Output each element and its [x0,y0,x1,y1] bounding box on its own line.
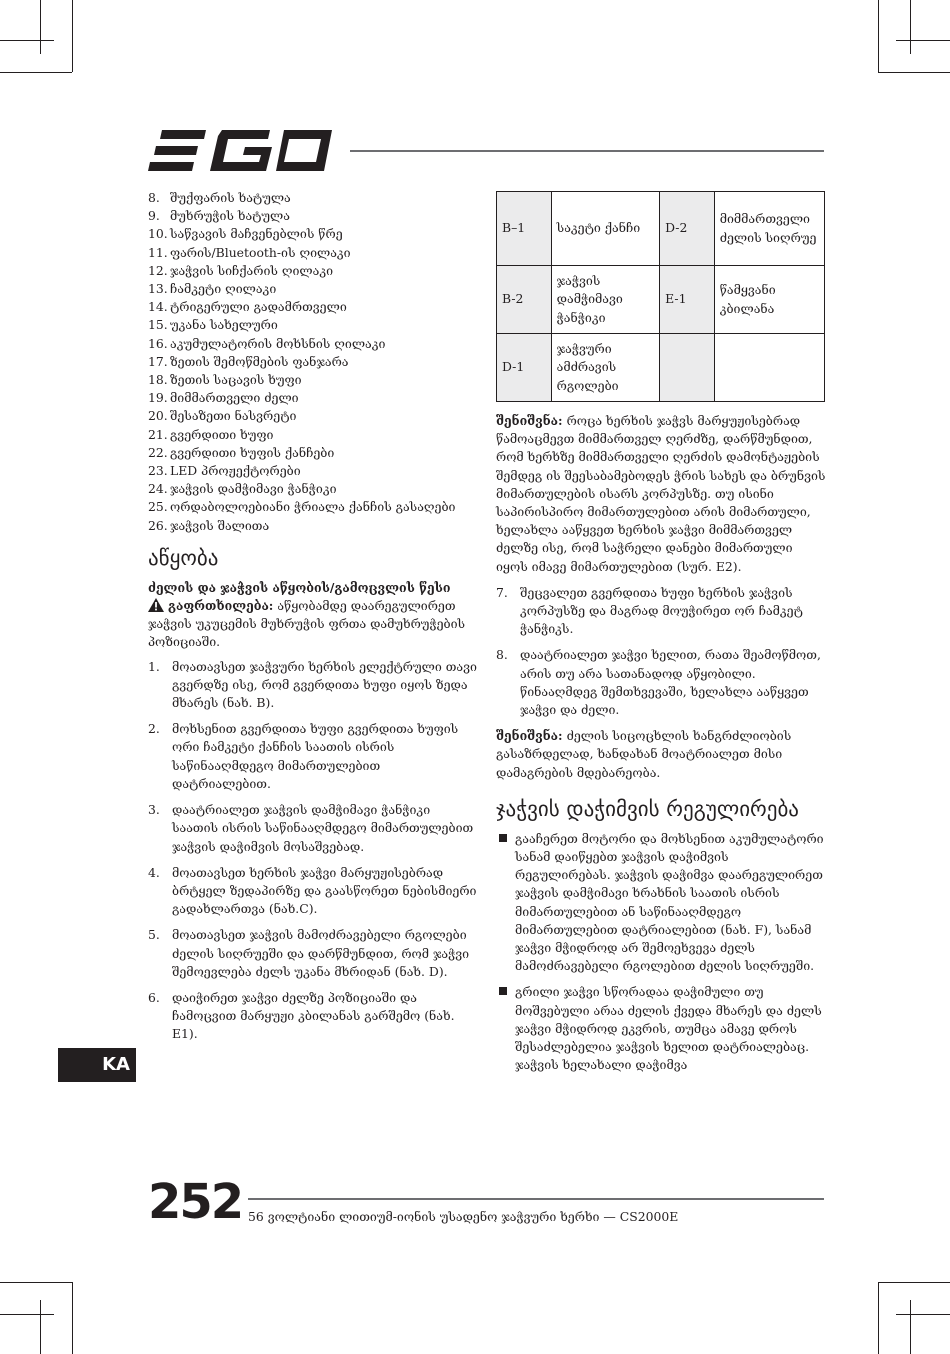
item-number: 19. [148,390,168,406]
item-number: 8. [148,190,160,205]
tension-bullets [496,830,826,1075]
table-row [497,192,825,266]
footer-title: 56 ვოლტიანი ლითიუმ-იონის უსადენო ჯაჭვური ხერხი — CS2000E [248,1209,679,1224]
item-text: შუქფარის ხატულა [170,190,291,205]
item-number: 25. [148,499,168,515]
table-cell-code: D-1 [497,334,552,402]
table-cell-name: ჯაჭვური ამძრავის რგოლები [551,334,659,402]
list-item [148,801,478,856]
parts-list [148,189,478,535]
item-text: შესაზეთი ნასვრეტი [170,408,297,424]
step-number: 3. [148,802,160,818]
list-item [148,444,478,462]
bullet-text: გრილი ჯაჭვი სწორადაა დაჭიმული თუ მოშვებული არაა ძელის ქვედა მხარეს და ძელს ჯაჭვი მჭიდროდ ეკვრის, თუმცა ამავე დროს შესაძლებელია ჯაჭვის ხელით დატრიალებაც. ჯაჭვის ხელახალი დაჭიმვა [515,984,822,1073]
step-text: შეცვალეთ გვერდითა ხუფი ხერხის ჯაჭვის კორპუსზე და მაგრად მოუჭირეთ ორ ჩამკეტ ჭანჭიკს. [520,584,803,637]
item-text: მუხრუჭის ხატულა [170,208,290,224]
table-cell-name: წამყვანი კბილანა [714,266,824,334]
list-item [148,262,478,280]
assembly-heading: აწყობა [148,545,219,570]
step-number: 2. [148,721,160,737]
list-item [148,480,478,498]
list-item [148,864,478,919]
table-cell-code: E-1 [660,266,715,334]
step-text: მოხსენით გვერდითა ხუფი გვერდითა ხუფის ორი ჩამკეტი ქანჩის საათის ისრის საწინააღმდეგო მიმართულებით დატრიალებით. [172,721,459,791]
note-paragraph [496,727,826,782]
header-rule [350,150,824,152]
step-text: დაატრიალეთ ჯაჭვის დამჭიმავი ჭანჭიკი საათის ისრის საწინააღმდეგო მიმართულებით ჯაჭვის დაჭიმვის მოსაშვებად. [172,802,474,854]
note-label: შენიშვნა: [496,413,563,428]
note-paragraph [496,412,826,576]
list-item [148,407,478,425]
step-number: 8. [496,647,508,663]
right-column [496,191,826,1083]
list-item [148,926,478,981]
step-number: 5. [148,927,160,943]
crop-mark [878,1282,950,1283]
table-cell-code: B–1 [497,192,552,266]
item-number: 23. [148,463,168,479]
item-text: ჯაჭვის სიჩქარის ღილაკი [170,262,334,278]
step-text: დაიჭირეთ ჯაჭვი ძელზე პოზიციაში და ჩამოცვით მარყუჟი კბილანას გარშემო (ნახ. E1). [172,989,455,1042]
item-number: 17. [148,353,168,369]
left-column [148,189,478,1052]
ego-logo-graphic [148,130,332,172]
crop-mark [72,0,73,72]
list-item [496,584,826,639]
list-item [148,298,478,316]
crop-mark [40,1300,41,1354]
parts-table [496,191,825,402]
assembly-subheading: ძელის და ჯაჭვის აწყობის/გამოცვლის წესი [148,579,451,595]
item-number: 15. [148,317,168,333]
note-text: ძელის სიცოცხლის ხანგრძლიობის გასაზრდელად, ხანდახან მოატრიალეთ მისი დამაგრების მდებარეობა. [496,728,792,780]
crop-mark [878,0,879,72]
item-number: 16. [148,335,168,351]
item-number: 9. [148,208,160,224]
crop-mark [910,1300,911,1354]
item-number: 10. [148,226,168,242]
table-cell-name: საკეტი ქანჩი [551,192,659,266]
item-number: 11. [148,244,168,260]
item-text: ჩამკეტი ღილაკი [170,281,277,297]
list-item [148,658,478,713]
step-text: მოათავსეთ ჯაჭვის მამოძრავებელი რგოლები ძელის სიღრუეში და დარწმუნდით, რომ ჯაჭვი შემოევლება ძელს უკანა მხრიდან (ნახ. D). [172,927,470,979]
page-number: 252 [148,1174,243,1230]
bullet-icon [499,987,507,995]
warning-label: გაფრთხილება: [168,598,274,614]
step-number: 7. [496,584,508,600]
list-item [148,371,478,389]
table-cell-code [660,334,715,402]
item-text: ჯაჭვის დამჭიმავი ჭანჭიკი [170,481,337,497]
table-row [497,334,825,402]
item-number: 20. [148,408,168,424]
list-item [148,426,478,444]
table-cell-code: B-2 [497,266,552,334]
crop-mark [878,72,950,73]
item-text: ტრიგერული გადამრთველი [170,299,347,315]
item-text: LED პროჟექტორები [170,463,301,479]
item-number: 13. [148,281,168,297]
item-text: ზეთის საცავის ხუფი [170,372,302,388]
list-item [148,517,478,535]
crop-mark [72,1282,73,1354]
list-item [148,335,478,353]
list-item [148,207,478,225]
item-number: 14. [148,299,168,315]
warning-icon [148,598,164,613]
list-item [148,389,478,407]
crop-mark [896,40,950,41]
step-text: მოათავსეთ ხერხის ჯაჭვი მარყუჟისებრად ბრტყელ ზედაპირზე და გაასწორეთ ნებისმიერი გადახლართვა (ნახ.C). [172,864,477,917]
warning-paragraph [148,597,478,652]
table-cell-name: მიმმართველი ძელის სიღრუე [714,192,824,266]
note-text: როცა ხერხის ჯაჭვს მარყუჟისებრად წამოაცმევთ მიმმართველ ღერძზე, დარწმუნდით, რომ ხერხზე მიმმართველი ღერძის დამონტაჟების შემდეგ ის შეესაბამებოდეს ჭრის სახეს და ბრუნვის მიმართულების ისარს კორპუსზე. თუ ისინი საპირისპირო მიმართულებით არის მიმართული, ხელახლა ააწყვეთ ხერხის ჯაჭვი მიმმართველ ძელზე ისე, რომ საჭრელი დანები მიმართული იყოს იმავე მიმართულებით (სურ. E2). [496,413,826,574]
item-number: 21. [148,426,168,442]
assembly-steps-continued [496,584,826,719]
step-text: დაატრიალეთ ჯაჭვი ხელით, რათა შეამოწმოთ, არის თუ არა სათანადოდ აწყობილი. წინააღმდეგ შემთხვევაში, ხელახლა ააწყვეთ ჯაჭვი და ძელი. [520,647,821,718]
list-item [148,280,478,298]
crop-mark [896,1314,950,1315]
list-item [148,189,478,207]
crop-mark [0,40,54,41]
list-item [148,462,478,480]
list-item [496,983,826,1074]
table-cell-name: ჯაჭვის დამჭიმავი ჭანჭიკი [551,266,659,334]
list-item [496,830,826,976]
item-text: საწვავის მაჩვენებლის წრე [170,226,343,242]
step-number: 6. [148,989,160,1005]
list-item [148,244,478,262]
item-text: ორდაბოლოებიანი ჭრიალა ქანჩის გასაღები [170,499,456,515]
item-number: 18. [148,372,168,388]
list-item [148,720,478,793]
list-item [148,225,478,243]
crop-mark [40,0,41,54]
step-number: 1. [148,658,160,674]
assembly-steps [148,658,478,1044]
bullet-text: გააჩერეთ მოტორი და მოხსენით აკუმულატორი სანამ დაიწყებთ ჯაჭვის დაჭიმვის რეგულირებას. ჯაჭვის დაჭიმვა დაარეგულირეთ ჯაჭვის დამჭიმავი ხრახნის საათის ისრის მიმართულებით ან საწინააღმდეგო მიმართულებით დატრიალებით (ნახ. F), სანამ ჯაჭვი მჭიდროდ არ შემოეხვევა ძელს მამოძრავებელი რგოლებით ძელის სიღრუეში. [515,830,824,974]
crop-mark [0,1314,54,1315]
crop-mark [0,72,72,73]
item-number: 22. [148,444,168,460]
item-number: 26. [148,517,168,533]
step-text: მოათავსეთ ჯაჭვური ხერხის ელექტრული თავი გვერდზე ისე, რომ გვერდითა ხუფი იყოს ზედა მხარეს (ნახ. B). [172,658,477,711]
item-text: ზეთის შემოწმების ფანჯარა [170,353,349,369]
item-text: მიმმართველი ძელი [170,390,299,406]
table-cell-code: D-2 [660,192,715,266]
bullet-icon [499,834,507,842]
footer-rule [248,1198,824,1200]
item-text: ჯაჭვის შალითა [170,517,270,533]
list-item [148,316,478,334]
item-text: უკანა სახელური [170,317,278,333]
table-row [497,266,825,334]
crop-mark [878,1282,879,1354]
crop-mark [910,0,911,54]
item-number: 24. [148,481,168,497]
crop-mark [0,1282,72,1283]
item-text: ფარის/Bluetooth-ის ღილაკი [170,244,351,260]
language-tab: KA [58,1048,136,1082]
tension-heading: ჯაჭვის დაჭიმვის რეგულირება [496,796,799,821]
item-number: 12. [148,262,168,278]
step-number: 4. [148,864,160,880]
list-item [148,498,478,516]
item-text: აკუმულატორის მოხსნის ღილაკი [170,335,386,351]
list-item [148,353,478,371]
list-item [496,646,826,719]
list-item [148,989,478,1044]
ego-logo [148,130,332,172]
item-text: გვერდითი ხუფის ქანჩები [170,444,335,460]
warning-text: აწყობამდე დაარეგულირეთ ჯაჭვის უკუცემის მუხრუჭის ფრთა დამუხრუჭების პოზიციაში. [148,598,466,650]
item-text: გვერდითი ხუფი [170,426,274,442]
note-label: შენიშვნა: [496,728,563,744]
table-cell-name [714,334,824,402]
